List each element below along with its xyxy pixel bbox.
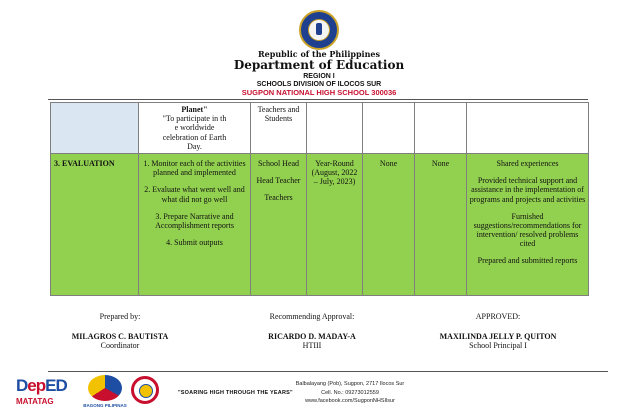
person-item: Teachers — [264, 193, 293, 203]
republic-heading: Republic of the Philippines — [257, 49, 380, 59]
output-item: Provided technical support and assistance in the implementation of programs and projects and activities — [469, 176, 586, 204]
table-row — [51, 103, 589, 154]
matatag-text: MATATAG — [16, 397, 54, 406]
outputs-cell-empty — [467, 103, 589, 154]
school-motto: "SOARING HIGH THROUGH THE YEARS" — [178, 390, 293, 396]
activity-line: Day. — [187, 141, 202, 151]
activity-item: 2. Evaluate what went well and what did not go well — [144, 185, 245, 204]
output-item: Shared experiences — [496, 158, 559, 168]
signatory-name: MAXILINDA JELLY P. QUITON — [439, 331, 557, 341]
activity-cell — [139, 153, 251, 295]
persons-cell — [251, 153, 307, 295]
signatory-label: Prepared by: — [99, 312, 141, 321]
signatory-title: Coordinator — [100, 341, 140, 351]
person-item: Head Teacher — [256, 176, 301, 186]
signatory-name: MILAGROS C. BAUTISTA — [71, 331, 169, 341]
activity-line: "To participate in th — [162, 114, 227, 124]
activity-line: Planet" — [181, 105, 208, 114]
resources-cell: None — [363, 153, 415, 295]
school-seal-icon — [131, 376, 159, 404]
activity-line: celebration of Earth — [162, 132, 227, 142]
timeframe-cell: Year-Round (August, 2022 – July, 2023) — [307, 153, 363, 295]
table-row — [51, 153, 589, 295]
phase-cell: 3. EVALUATION — [51, 153, 139, 295]
footer-divider — [48, 371, 608, 372]
budget-cell-empty — [415, 103, 467, 154]
region-heading: REGION I — [303, 73, 335, 80]
activity-line: e worldwide — [174, 123, 215, 133]
activity-item: 3. Prepare Narrative and Accomplishment reports — [155, 211, 234, 230]
contact-info — [290, 380, 410, 406]
outputs-cell — [467, 153, 589, 295]
activity-item: 4. Submit outputs — [166, 238, 223, 248]
budget-cell: None — [415, 153, 467, 295]
output-item: Furnished suggestions/recommendations for intervention/ resolved problems cited — [473, 211, 582, 249]
person-item: School Head — [257, 158, 300, 168]
action-plan-table — [50, 102, 589, 296]
department-heading: Department of Education — [233, 58, 405, 72]
school-name-heading: SUGPON NATIONAL HIGH SCHOOL 300036 — [241, 88, 397, 97]
division-heading: SCHOOLS DIVISION OF ILOCOS SUR — [256, 81, 382, 88]
signatory-prepared — [55, 312, 185, 351]
persons-cell: Teachers and Students — [251, 103, 307, 154]
activity-item: 1. Monitor each of the activities planned and implemented — [143, 158, 246, 178]
signatory-label: APPROVED: — [475, 312, 521, 321]
signatory-label: Recommending Approval: — [269, 312, 355, 321]
deped-seal-icon — [299, 10, 339, 50]
signatory-title: HTIII — [302, 341, 322, 351]
deped-matatag-logo: DepED MATATAG — [16, 376, 67, 406]
bagong-pilipinas-logo-icon — [88, 375, 122, 401]
signatory-title: School Principal I — [469, 341, 527, 351]
activity-cell — [139, 103, 251, 154]
phone-text: Cell. No.: 09273012559 — [321, 389, 379, 396]
signatory-recommending — [242, 312, 382, 351]
timeframe-cell-empty — [307, 103, 363, 154]
bagong-pilipinas-text: BAGONG PILIPINAS — [83, 403, 127, 408]
output-item: Prepared and submitted reports — [477, 256, 578, 266]
signatory-approved — [418, 312, 578, 351]
phase-cell-empty — [51, 103, 139, 154]
header-divider — [48, 99, 588, 100]
resources-cell-empty — [363, 103, 415, 154]
address-text: Balbalayang (Pob), Sugpon, 2717 Ilocos Sur — [295, 381, 405, 387]
signatory-name: RICARDO D. MADAY-A — [268, 331, 356, 341]
facebook-link[interactable]: www.facebook.com/SugponNHSIlsur — [305, 398, 395, 405]
